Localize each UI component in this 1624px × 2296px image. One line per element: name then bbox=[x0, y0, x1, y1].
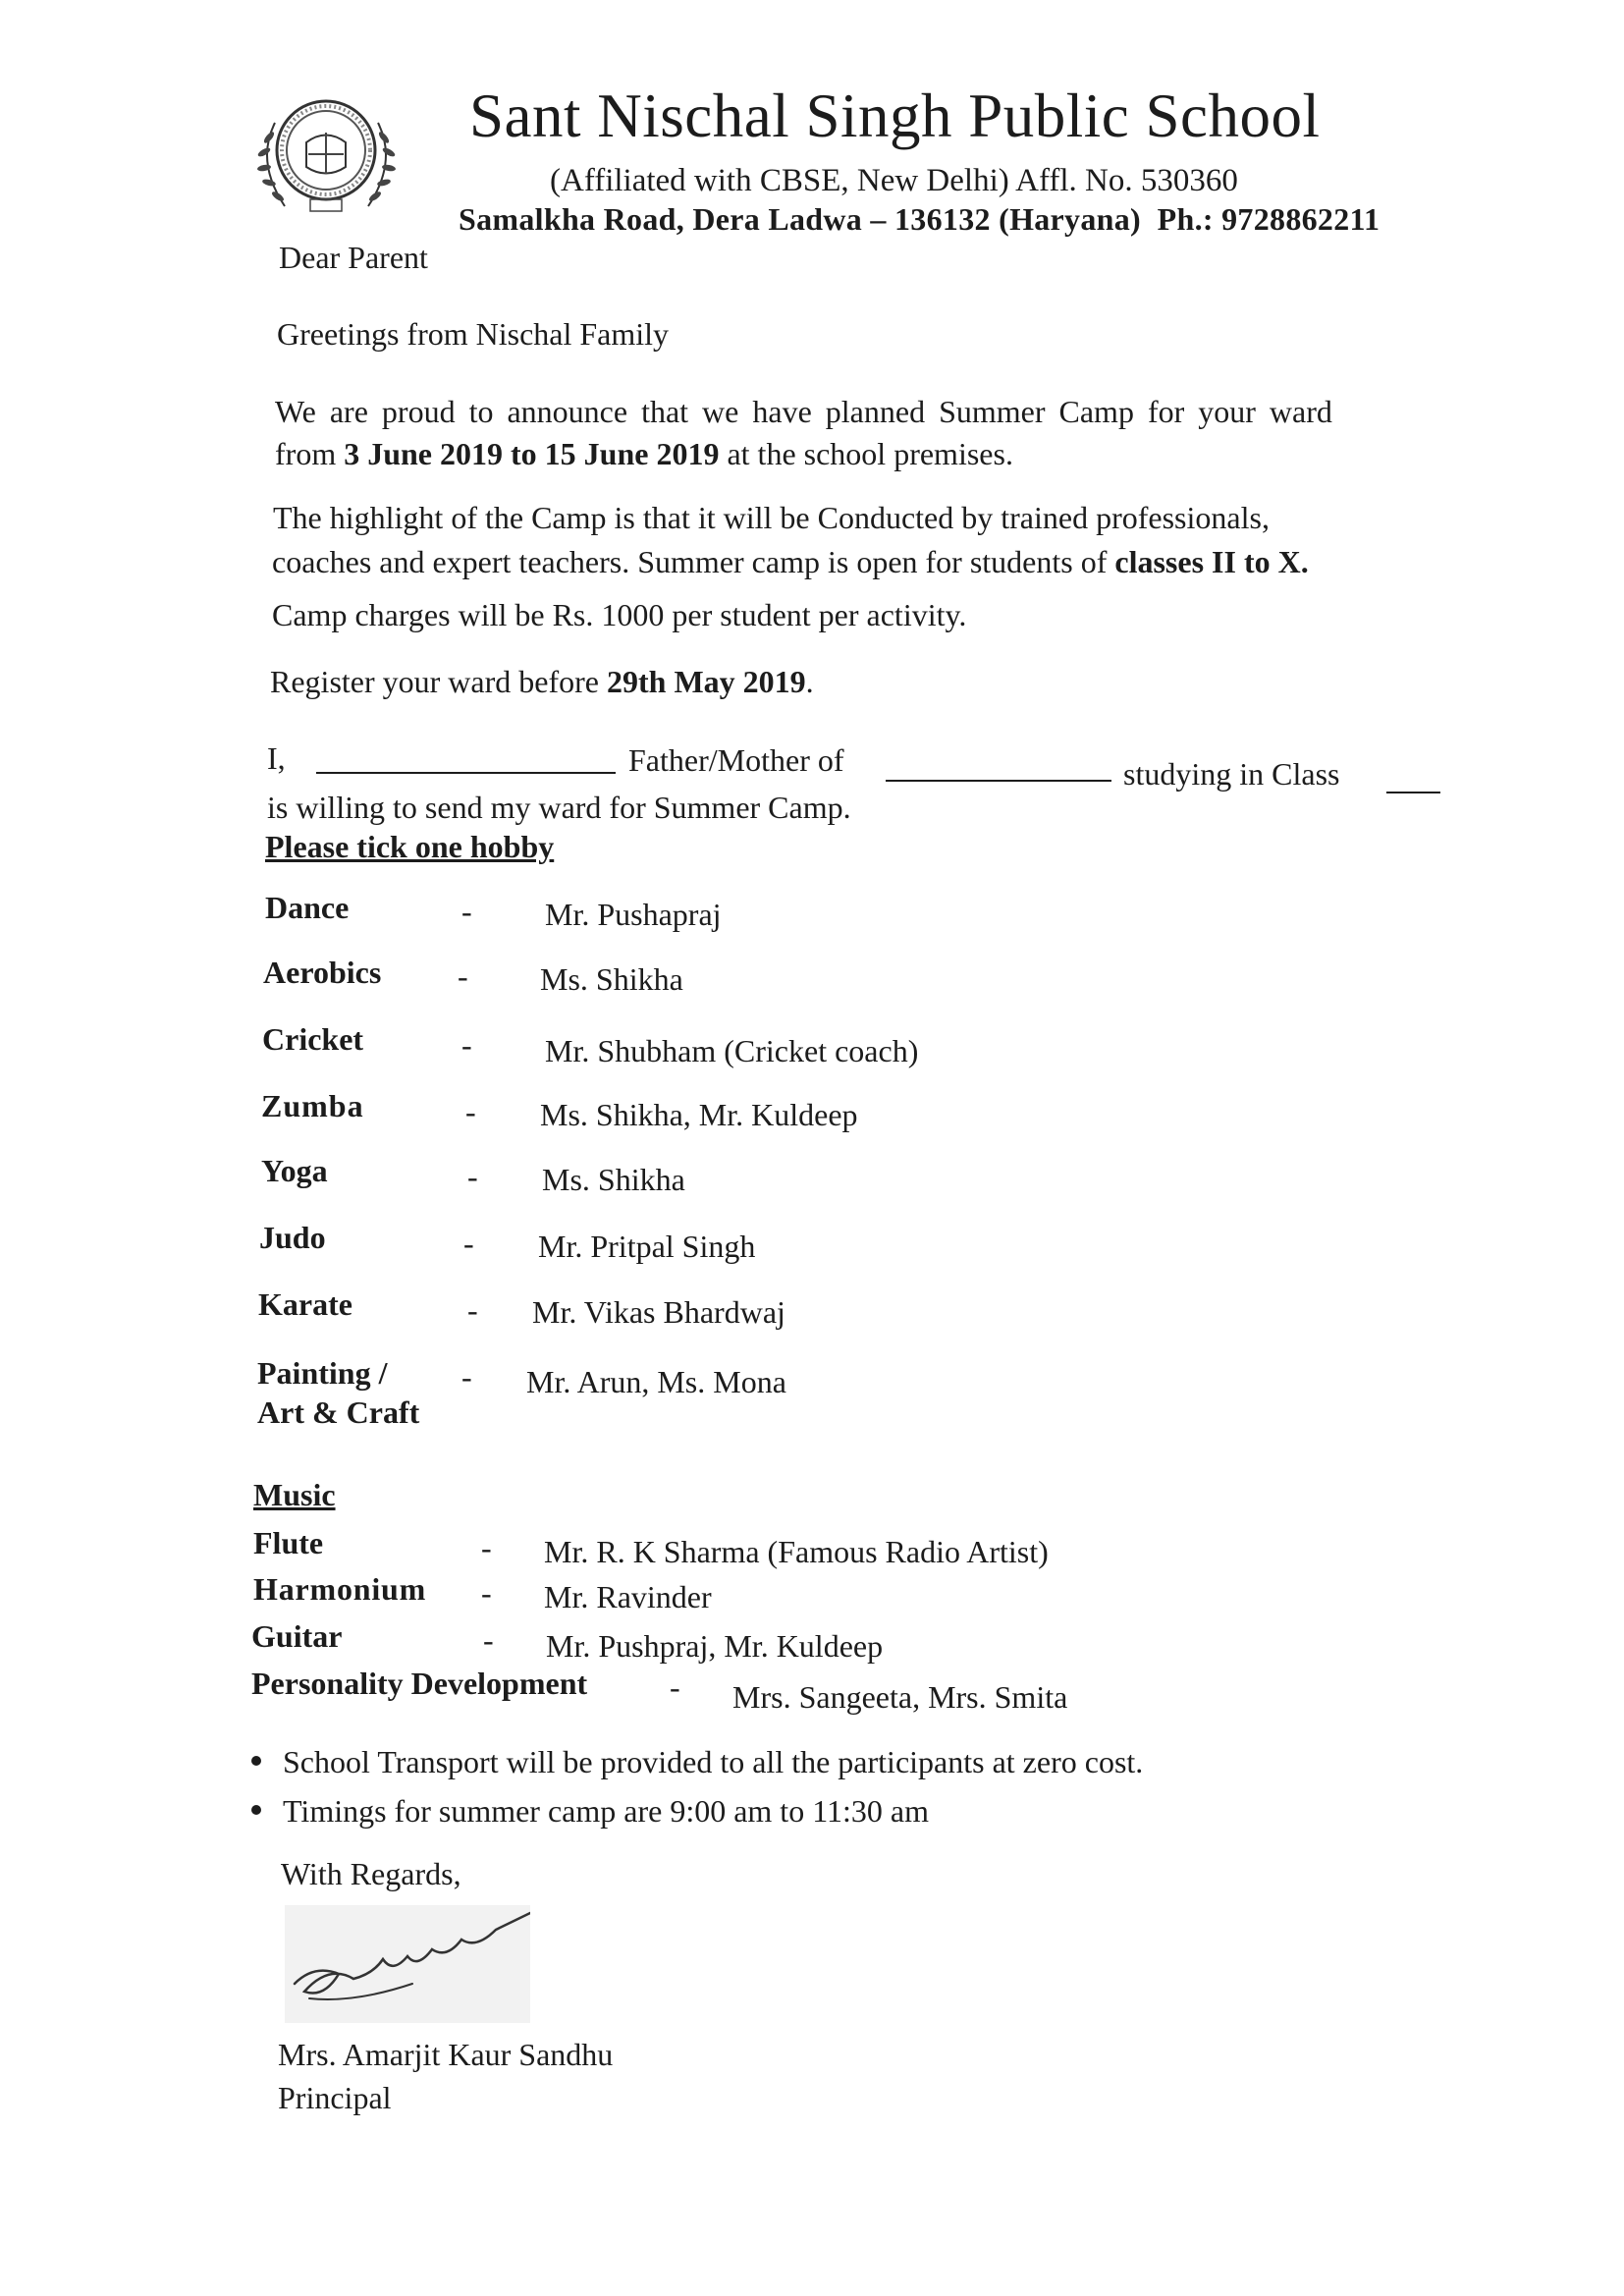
principal-name: Mrs. Amarjit Kaur Sandhu bbox=[278, 2037, 614, 2072]
form-father-mother-label: Father/Mother of bbox=[628, 742, 844, 778]
hobby-painting: Painting / bbox=[257, 1355, 388, 1391]
form-i-label: I, bbox=[267, 740, 286, 776]
camp-dates: 3 June 2019 to 15 June 2019 bbox=[344, 436, 720, 471]
coach-dance: Mr. Pushapraj bbox=[545, 897, 722, 932]
register-line bbox=[270, 660, 814, 703]
affiliation-line: (Affiliated with CBSE, New Delhi) Affl. No. 530360 bbox=[550, 163, 1238, 198]
parent-name-field[interactable] bbox=[316, 742, 616, 774]
coach-yoga: Ms. Shikha bbox=[542, 1162, 685, 1197]
music-personality: Personality Development bbox=[251, 1666, 588, 1701]
hobby-dash: - bbox=[467, 1292, 478, 1328]
coach-harmonium: Mr. Ravinder bbox=[544, 1579, 712, 1614]
phone-text: Ph.: 9728862211 bbox=[1157, 201, 1380, 237]
ward-name-field[interactable] bbox=[886, 750, 1111, 782]
coach-zumba: Ms. Shikha, Mr. Kuldeep bbox=[540, 1097, 858, 1132]
register-tail: . bbox=[805, 664, 814, 699]
hobby-cricket: Cricket bbox=[262, 1021, 364, 1057]
hobby-dash: - bbox=[467, 1159, 478, 1194]
hobby-karate: Karate bbox=[258, 1286, 352, 1322]
hobby-zumba: Zumba bbox=[261, 1088, 364, 1123]
para2-line2-text: coaches and expert teachers. Summer camp is open for students of bbox=[272, 544, 1115, 579]
bullet-icon bbox=[251, 1756, 261, 1766]
form-willing-text: is willing to send my ward for Summer Camp. bbox=[267, 790, 851, 825]
music-heading: Music bbox=[253, 1477, 336, 1512]
school-name: Sant Nischal Singh Public School bbox=[469, 82, 1321, 150]
signature-image bbox=[285, 1905, 530, 2023]
coach-personality: Mrs. Sangeeta, Mrs. Smita bbox=[732, 1679, 1068, 1715]
coach-cricket: Mr. Shubham (Cricket coach) bbox=[545, 1033, 919, 1068]
para2-line1: The highlight of the Camp is that it will be Conducted by trained professionals, bbox=[273, 500, 1270, 535]
hobby-dash: - bbox=[461, 894, 472, 929]
greeting: Greetings from Nischal Family bbox=[277, 316, 670, 352]
school-crest-icon bbox=[245, 83, 407, 226]
coach-judo: Mr. Pritpal Singh bbox=[538, 1229, 756, 1264]
para1-from: from bbox=[275, 436, 345, 471]
para1-line2 bbox=[275, 432, 1013, 475]
hobby-aerobics: Aerobics bbox=[263, 955, 382, 990]
coach-aerobics: Ms. Shikha bbox=[540, 961, 683, 997]
para1-tail: at the school premises. bbox=[719, 436, 1013, 471]
register-deadline: 29th May 2019 bbox=[606, 664, 806, 699]
para2-line3: Camp charges will be Rs. 1000 per student per activity. bbox=[272, 597, 967, 632]
para2-line2 bbox=[272, 540, 1309, 583]
music-dash: - bbox=[481, 1530, 492, 1565]
hobby-dash: - bbox=[458, 958, 468, 994]
bullet-icon bbox=[251, 1805, 261, 1815]
hobby-dash: - bbox=[463, 1226, 474, 1261]
music-dash: - bbox=[483, 1622, 494, 1658]
hobby-judo: Judo bbox=[259, 1220, 326, 1255]
address-text: Samalkha Road, Dera Ladwa – 136132 (Haryana) bbox=[459, 201, 1142, 237]
music-dash: - bbox=[670, 1669, 680, 1705]
music-harmonium: Harmonium bbox=[253, 1571, 427, 1607]
coach-flute: Mr. R. K Sharma (Famous Radio Artist) bbox=[544, 1534, 1049, 1569]
music-dash: - bbox=[481, 1575, 492, 1611]
note-transport: School Transport will be provided to all the participants at zero cost. bbox=[283, 1744, 1144, 1779]
form-class-label: studying in Class bbox=[1123, 756, 1340, 792]
register-text: Register your ward before bbox=[270, 664, 607, 699]
hobby-dance: Dance bbox=[265, 890, 350, 925]
coach-karate: Mr. Vikas Bhardwaj bbox=[532, 1294, 785, 1330]
hobby-dash: - bbox=[461, 1359, 472, 1394]
coach-guitar: Mr. Pushpraj, Mr. Kuldeep bbox=[546, 1628, 884, 1664]
principal-title: Principal bbox=[278, 2080, 392, 2115]
class-field[interactable] bbox=[1386, 762, 1440, 793]
music-flute: Flute bbox=[253, 1525, 324, 1560]
regards: With Regards, bbox=[281, 1856, 461, 1891]
hobby-yoga: Yoga bbox=[261, 1153, 328, 1188]
tick-hobby-heading: Please tick one hobby bbox=[265, 829, 555, 864]
music-guitar: Guitar bbox=[251, 1618, 343, 1654]
address-line bbox=[459, 201, 1380, 238]
para1-line1: We are proud to announce that we have planned Summer Camp for your ward bbox=[275, 394, 1332, 429]
eligible-classes: classes II to X. bbox=[1114, 544, 1309, 579]
hobby-art-craft: Art & Craft bbox=[257, 1394, 420, 1430]
coach-painting: Mr. Arun, Ms. Mona bbox=[526, 1364, 786, 1399]
hobby-dash: - bbox=[465, 1094, 476, 1129]
note-timings: Timings for summer camp are 9:00 am to 11:30 am bbox=[283, 1793, 929, 1829]
salutation: Dear Parent bbox=[279, 240, 428, 275]
hobby-dash: - bbox=[461, 1027, 472, 1063]
